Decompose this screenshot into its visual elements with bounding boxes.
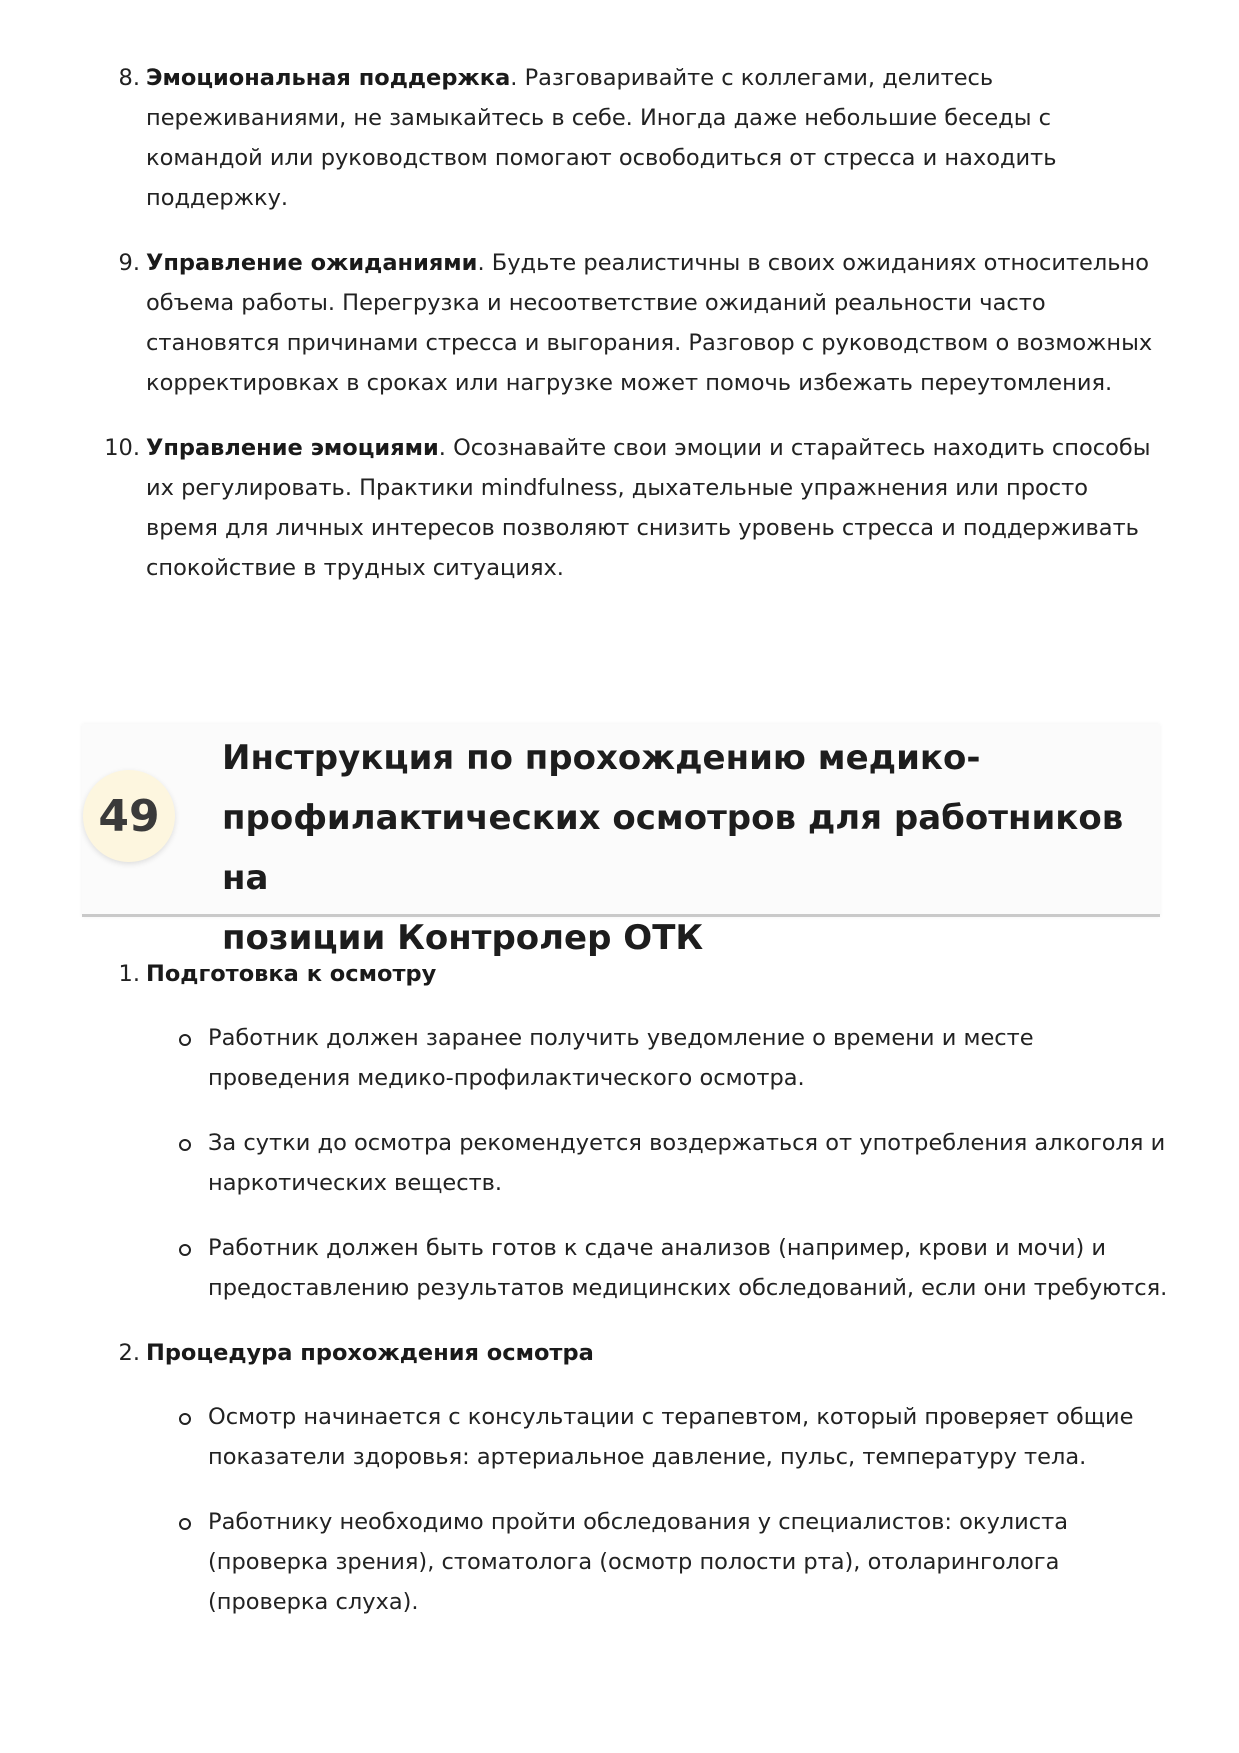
instruction-list <box>0 954 1239 1647</box>
list-item-number: 10. <box>104 435 140 461</box>
bullet-circle-icon <box>179 1034 191 1046</box>
section-title <box>222 728 1142 968</box>
step-title: Процедура прохождения осмотра <box>146 1340 594 1366</box>
bullet-item <box>146 1397 1168 1477</box>
bullet-text: Работник должен быть готов к сдаче анализов (например, крови и мочи) и предоставлению результатов медицинских обследований, если они требуются. <box>208 1235 1168 1301</box>
section-number-badge: 49 <box>83 770 175 862</box>
list-item-text: . Осознавайте свои эмоции и старайтесь находить способы их регулировать. Практики mindfulness, дыхательные упражнения или просто время для личных интересов позволяют снизить уровень стресса и поддерживать спокойствие в трудных ситуациях. <box>146 435 1151 581</box>
bullet-circle-icon <box>179 1139 191 1151</box>
list-item-text: . Разговаривайте с коллегами, делитесь переживаниями, не замыкайтесь в себе. Иногда даже небольшие беседы с командой или руководством помогают освободиться от стресса и находить поддержку. <box>146 65 1057 211</box>
section-title-line: Инструкция по прохождению медико- <box>222 738 981 778</box>
list-item-title: Эмоциональная поддержка <box>146 65 511 91</box>
step-number: 2. <box>118 1340 140 1366</box>
bullet-text: Осмотр начинается с консультации с терапевтом, который проверяет общие показатели здоровья: артериальное давление, пульс, температуру тела. <box>208 1404 1134 1470</box>
list-item-number: 9. <box>118 250 140 276</box>
list-item <box>0 243 1156 403</box>
list-item-title: Управление ожиданиями <box>146 250 478 276</box>
step-number: 1. <box>118 961 140 987</box>
list-item-number: 8. <box>118 65 140 91</box>
instruction-step <box>0 954 1239 1308</box>
list-item-text: . Будьте реалистичны в своих ожиданиях относительно объема работы. Перегрузка и несоответствие ожиданий реальности часто становятся причинами стресса и выгорания. Разговор с руководством о возможных корректировках в сроках или нагрузке может помочь избежать переутомления. <box>146 250 1153 396</box>
numbered-list-continued <box>0 58 1239 613</box>
list-item-title: Управление эмоциями <box>146 435 439 461</box>
bullet-circle-icon <box>179 1413 191 1425</box>
bullet-text: Работнику необходимо пройти обследования у специалистов: окулиста (проверка зрения), стоматолога (осмотр полости рта), отоларинголога (проверка слуха). <box>208 1509 1069 1615</box>
bullet-circle-icon <box>179 1518 191 1530</box>
instruction-step <box>0 1333 1239 1622</box>
step-title: Подготовка к осмотру <box>146 961 437 987</box>
bullet-text: За сутки до осмотра рекомендуется воздержаться от употребления алкоголя и наркотических веществ. <box>208 1130 1166 1196</box>
section-title-line: позиции Контролер ОТК <box>222 918 704 958</box>
bullet-item <box>146 1228 1168 1308</box>
list-item <box>0 58 1156 218</box>
bullet-item <box>146 1018 1168 1098</box>
list-item <box>0 428 1156 588</box>
bullet-text: Работник должен заранее получить уведомление о времени и месте проведения медико-профилактического осмотра. <box>208 1025 1034 1091</box>
bullet-circle-icon <box>179 1244 191 1256</box>
bullet-item <box>146 1123 1168 1203</box>
bullet-item <box>146 1502 1168 1622</box>
section-title-line: профилактических осмотров для работников на <box>222 798 1124 898</box>
